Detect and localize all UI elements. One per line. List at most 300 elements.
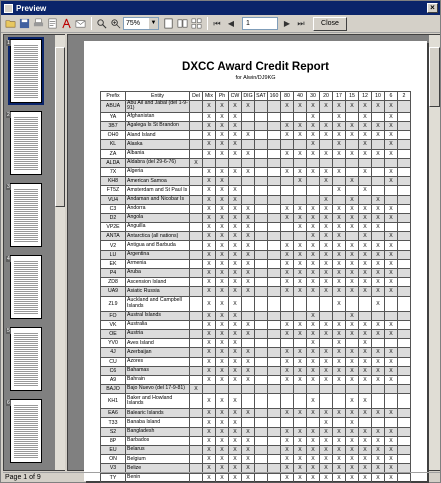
- credit-cell: [190, 296, 203, 311]
- credit-cell: X: [294, 436, 307, 445]
- page-thumbnail[interactable]: [7, 183, 42, 247]
- credit-cell: [268, 427, 281, 436]
- credit-cell: [294, 394, 307, 409]
- credit-cell: [255, 427, 268, 436]
- credit-cell: [346, 232, 359, 241]
- credit-cell: X: [281, 269, 294, 278]
- credit-cell: [203, 158, 216, 167]
- prefix-cell: ZA: [101, 149, 126, 158]
- email-icon[interactable]: [74, 18, 86, 30]
- prefix-cell: V3: [101, 464, 126, 473]
- credit-cell: X: [216, 446, 229, 455]
- prefix-cell: T33: [101, 418, 126, 427]
- credit-cell: [255, 329, 268, 338]
- credit-cell: [255, 195, 268, 204]
- page-thumbnail[interactable]: [7, 39, 42, 103]
- print-icon[interactable]: [32, 18, 44, 30]
- table-row: [101, 122, 411, 131]
- credit-cell: [294, 385, 307, 394]
- credit-cell: [398, 296, 411, 311]
- credit-cell: [281, 394, 294, 409]
- credit-cell: X: [320, 223, 333, 232]
- one-page-view-icon[interactable]: [162, 18, 174, 30]
- credit-cell: [294, 186, 307, 195]
- entity-cell: Barbados: [126, 436, 190, 445]
- credit-cell: [320, 140, 333, 149]
- credit-cell: X: [294, 375, 307, 384]
- credit-cell: [398, 140, 411, 149]
- credit-cell: [190, 357, 203, 366]
- credit-cell: X: [294, 278, 307, 287]
- credit-cell: X: [281, 320, 294, 329]
- credit-cell: [255, 348, 268, 357]
- prefix-cell: V2: [101, 241, 126, 250]
- credit-cell: X: [372, 241, 385, 250]
- credit-cell: X: [385, 320, 398, 329]
- first-page-icon[interactable]: ⏮: [213, 18, 221, 28]
- page-number-input[interactable]: 1: [242, 17, 278, 30]
- credit-cell: X: [320, 101, 333, 113]
- credit-cell: X: [190, 385, 203, 394]
- credit-cell: X: [346, 287, 359, 296]
- credit-cell: [216, 385, 229, 394]
- credit-cell: X: [242, 455, 255, 464]
- credit-cell: [398, 149, 411, 158]
- credit-cell: [333, 195, 346, 204]
- credit-cell: [255, 296, 268, 311]
- scrollbar-thumb[interactable]: [429, 47, 440, 107]
- credit-cell: X: [333, 112, 346, 121]
- credit-cell: X: [216, 140, 229, 149]
- credit-cell: X: [359, 394, 372, 409]
- credit-cell: X: [333, 436, 346, 445]
- previous-page-icon[interactable]: ◀: [227, 19, 235, 28]
- credit-cell: [294, 140, 307, 149]
- credit-cell: [281, 140, 294, 149]
- credit-cell: X: [346, 394, 359, 409]
- credit-cell: [255, 418, 268, 427]
- entity-cell: Algeria: [126, 167, 190, 176]
- credit-cell: X: [294, 241, 307, 250]
- credit-cell: [190, 455, 203, 464]
- credit-cell: [190, 329, 203, 338]
- credit-cell: X: [242, 329, 255, 338]
- credit-cell: [398, 339, 411, 348]
- credit-cell: X: [216, 149, 229, 158]
- prefix-cell: VU4: [101, 195, 126, 204]
- credit-cell: X: [372, 131, 385, 140]
- credit-cell: X: [359, 186, 372, 195]
- credit-cell: [320, 186, 333, 195]
- credit-cell: X: [242, 436, 255, 445]
- credit-cell: X: [203, 464, 216, 473]
- entity-cell: Angola: [126, 213, 190, 222]
- credit-cell: X: [229, 348, 242, 357]
- credit-cell: X: [333, 149, 346, 158]
- entity-cell: Afghanistan: [126, 112, 190, 121]
- credit-cell: X: [346, 311, 359, 320]
- credit-cell: [398, 259, 411, 268]
- credit-cell: [190, 278, 203, 287]
- credit-cell: X: [281, 348, 294, 357]
- credit-cell: X: [216, 241, 229, 250]
- credit-cell: [268, 232, 281, 241]
- thumbnail-preview: [14, 332, 38, 387]
- credit-cell: X: [385, 259, 398, 268]
- credit-cell: X: [294, 250, 307, 259]
- credit-cell: X: [333, 348, 346, 357]
- credit-cell: [320, 112, 333, 121]
- credit-cell: X: [385, 375, 398, 384]
- credit-cell: X: [294, 409, 307, 418]
- credit-cell: X: [229, 394, 242, 409]
- entity-cell: Antigua and Barbuda: [126, 241, 190, 250]
- credit-cell: X: [359, 446, 372, 455]
- prefix-cell: 3B7: [101, 122, 126, 131]
- table-row: [101, 409, 411, 418]
- column-header: 80: [281, 92, 294, 101]
- credit-cell: [268, 241, 281, 250]
- credit-cell: X: [216, 473, 229, 482]
- credit-cell: X: [281, 357, 294, 366]
- credit-cell: [268, 131, 281, 140]
- credit-cell: X: [203, 436, 216, 445]
- credit-cell: [216, 158, 229, 167]
- prefix-cell: FO: [101, 311, 126, 320]
- credit-cell: X: [229, 473, 242, 482]
- credit-cell: [294, 158, 307, 167]
- credit-cell: X: [359, 375, 372, 384]
- credit-cell: X: [307, 213, 320, 222]
- credit-cell: [398, 250, 411, 259]
- credit-cell: [398, 287, 411, 296]
- next-page-icon[interactable]: ▶: [283, 19, 291, 28]
- credit-cell: X: [242, 366, 255, 375]
- table-row: [101, 112, 411, 121]
- credit-cell: X: [203, 357, 216, 366]
- prefix-cell: ON: [101, 455, 126, 464]
- credit-cell: X: [216, 112, 229, 121]
- entity-cell: Australia: [126, 320, 190, 329]
- credit-cell: [281, 112, 294, 121]
- credit-cell: [242, 296, 255, 311]
- prefix-cell: A9: [101, 375, 126, 384]
- credit-cell: X: [229, 278, 242, 287]
- pdf-export-icon[interactable]: [60, 18, 72, 30]
- credit-cell: [307, 418, 320, 427]
- table-row: [101, 348, 411, 357]
- column-header: 160: [268, 92, 281, 101]
- prefix-cell: CU: [101, 357, 126, 366]
- prefix-cell: ABUA: [101, 101, 126, 113]
- credit-cell: X: [333, 131, 346, 140]
- credit-cell: [190, 112, 203, 121]
- credit-cell: X: [346, 204, 359, 213]
- credit-cell: [268, 394, 281, 409]
- credit-cell: [268, 287, 281, 296]
- credit-cell: [190, 186, 203, 195]
- credit-cell: X: [333, 223, 346, 232]
- credit-cell: X: [216, 296, 229, 311]
- credit-cell: X: [346, 320, 359, 329]
- credit-cell: X: [294, 427, 307, 436]
- close-button[interactable]: Close: [313, 17, 347, 31]
- credit-cell: X: [229, 320, 242, 329]
- search-icon[interactable]: [95, 18, 107, 30]
- credit-cell: [242, 177, 255, 186]
- credit-cell: X: [242, 213, 255, 222]
- table-row: [101, 140, 411, 149]
- credit-cell: [320, 311, 333, 320]
- credit-cell: [242, 140, 255, 149]
- credit-cell: [281, 296, 294, 311]
- credit-cell: [255, 409, 268, 418]
- page-thumbnail[interactable]: [7, 111, 42, 175]
- credit-cell: [190, 394, 203, 409]
- credit-cell: [398, 195, 411, 204]
- credit-cell: X: [281, 446, 294, 455]
- table-row: [101, 186, 411, 195]
- credit-cell: [398, 158, 411, 167]
- credit-cell: [255, 232, 268, 241]
- entity-cell: Agalega Is St Brandon: [126, 122, 190, 131]
- credit-cell: [255, 158, 268, 167]
- credit-cell: X: [346, 436, 359, 445]
- credit-cell: [346, 167, 359, 176]
- credit-cell: X: [203, 339, 216, 348]
- credit-cell: [294, 311, 307, 320]
- credit-cell: X: [320, 418, 333, 427]
- page-thumbnail[interactable]: [7, 327, 42, 391]
- credit-cell: X: [242, 269, 255, 278]
- credit-cell: [268, 140, 281, 149]
- credit-cell: [320, 394, 333, 409]
- credit-cell: X: [372, 464, 385, 473]
- credit-cell: X: [203, 186, 216, 195]
- credit-cell: X: [372, 329, 385, 338]
- credit-cell: X: [372, 473, 385, 482]
- two-page-view-icon[interactable]: [176, 18, 188, 30]
- credit-cell: X: [307, 101, 320, 113]
- credit-cell: [281, 195, 294, 204]
- credit-cell: X: [333, 473, 346, 482]
- credit-cell: [190, 232, 203, 241]
- credit-cell: X: [385, 436, 398, 445]
- credit-cell: [190, 427, 203, 436]
- credit-cell: [255, 446, 268, 455]
- credit-cell: [385, 385, 398, 394]
- credit-cell: [242, 112, 255, 121]
- app-icon: [4, 4, 13, 13]
- credit-cell: [294, 112, 307, 121]
- credit-cell: X: [359, 409, 372, 418]
- page-thumbnail[interactable]: [7, 399, 42, 463]
- credit-cell: X: [294, 269, 307, 278]
- credit-cell: [255, 259, 268, 268]
- credit-cell: X: [216, 409, 229, 418]
- column-header: Prefix: [101, 92, 126, 101]
- credit-cell: X: [216, 427, 229, 436]
- credit-cell: X: [307, 140, 320, 149]
- entity-cell: Aves Island: [126, 339, 190, 348]
- credit-cell: X: [307, 409, 320, 418]
- credit-cell: [255, 241, 268, 250]
- toolbar-separator: [91, 17, 92, 30]
- credit-cell: [398, 311, 411, 320]
- credit-cell: X: [359, 320, 372, 329]
- credit-cell: [255, 167, 268, 176]
- thumbnail-page-number: 4: [7, 256, 10, 262]
- credit-cell: X: [294, 357, 307, 366]
- credit-cell: [242, 195, 255, 204]
- table-row: [101, 385, 411, 394]
- credit-cell: X: [359, 241, 372, 250]
- credit-cell: X: [307, 446, 320, 455]
- credit-cell: X: [333, 278, 346, 287]
- credit-cell: [281, 418, 294, 427]
- credit-cell: X: [203, 204, 216, 213]
- column-header: 40: [294, 92, 307, 101]
- credit-cell: X: [203, 232, 216, 241]
- credit-cell: [190, 122, 203, 131]
- thumbnail-scrollbar[interactable]: [55, 35, 65, 470]
- credit-cell: [398, 366, 411, 375]
- credit-cell: X: [294, 204, 307, 213]
- credit-cell: X: [229, 186, 242, 195]
- zoom-select[interactable]: [123, 17, 159, 30]
- credit-cell: [398, 348, 411, 357]
- save-icon[interactable]: [18, 18, 30, 30]
- credit-cell: X: [385, 177, 398, 186]
- credit-cell: [398, 101, 411, 113]
- status-bar: Page 1 of 9: [3, 472, 440, 482]
- credit-cell: X: [203, 140, 216, 149]
- credit-cell: [190, 149, 203, 158]
- page-thumbnail[interactable]: [7, 255, 42, 319]
- credit-cell: X: [372, 250, 385, 259]
- credit-cell: [242, 311, 255, 320]
- credit-cell: [268, 186, 281, 195]
- credit-cell: [268, 418, 281, 427]
- credit-cell: [268, 278, 281, 287]
- scrollbar-thumb[interactable]: [55, 47, 65, 207]
- credit-cell: [229, 158, 242, 167]
- table-row: [101, 455, 411, 464]
- entity-cell: Andorra: [126, 204, 190, 213]
- credit-cell: X: [346, 278, 359, 287]
- credit-cell: X: [229, 357, 242, 366]
- credit-cell: X: [346, 149, 359, 158]
- credit-cell: X: [333, 287, 346, 296]
- credit-cell: X: [333, 259, 346, 268]
- credit-cell: X: [307, 122, 320, 131]
- zoom-in-icon[interactable]: [109, 18, 121, 30]
- credit-cell: X: [307, 287, 320, 296]
- credit-cell: [346, 186, 359, 195]
- credit-cell: [385, 195, 398, 204]
- credit-cell: X: [281, 149, 294, 158]
- credit-cell: X: [307, 427, 320, 436]
- credit-cell: [320, 296, 333, 311]
- credit-cell: [307, 177, 320, 186]
- last-page-icon[interactable]: ⏭: [297, 18, 305, 28]
- entity-cell: Belize: [126, 464, 190, 473]
- preview-scrollbar[interactable]: [429, 35, 440, 470]
- credit-cell: [190, 348, 203, 357]
- credit-cell: [255, 131, 268, 140]
- window-close-button[interactable]: ×: [427, 3, 438, 13]
- credit-cell: [229, 177, 242, 186]
- credit-cell: [398, 213, 411, 222]
- credit-cell: X: [294, 455, 307, 464]
- table-row: [101, 204, 411, 213]
- credit-cell: X: [320, 241, 333, 250]
- credit-cell: [307, 385, 320, 394]
- credit-cell: [190, 195, 203, 204]
- prefix-cell: ALDA: [101, 158, 126, 167]
- credit-cell: [320, 158, 333, 167]
- entity-cell: Benin: [126, 473, 190, 482]
- column-header: Mix: [203, 92, 216, 101]
- credit-cell: [268, 213, 281, 222]
- credit-cell: X: [346, 348, 359, 357]
- credit-cell: X: [203, 455, 216, 464]
- credit-cell: [333, 311, 346, 320]
- credit-cell: X: [281, 436, 294, 445]
- credit-cell: X: [281, 167, 294, 176]
- credit-cell: [268, 409, 281, 418]
- credit-cell: X: [320, 167, 333, 176]
- entity-cell: Asiatic Russia: [126, 287, 190, 296]
- table-row: [101, 427, 411, 436]
- credit-cell: X: [346, 131, 359, 140]
- credit-cell: X: [359, 101, 372, 113]
- credit-cell: X: [320, 473, 333, 482]
- credit-cell: [359, 385, 372, 394]
- multi-page-view-icon[interactable]: [190, 18, 202, 30]
- credit-cell: [190, 269, 203, 278]
- credit-cell: [398, 427, 411, 436]
- page-setup-icon[interactable]: [46, 18, 58, 30]
- credit-cell: X: [216, 167, 229, 176]
- column-header: Del: [190, 92, 203, 101]
- credit-cell: X: [294, 329, 307, 338]
- credit-cell: X: [203, 131, 216, 140]
- credit-cell: [242, 394, 255, 409]
- credit-cell: X: [229, 101, 242, 113]
- credit-cell: X: [281, 259, 294, 268]
- credit-cell: [255, 213, 268, 222]
- credit-cell: X: [203, 287, 216, 296]
- credit-cell: [190, 101, 203, 113]
- credit-cell: X: [229, 122, 242, 131]
- entity-cell: Alaska: [126, 140, 190, 149]
- credit-cell: [398, 223, 411, 232]
- column-header: 10: [372, 92, 385, 101]
- entity-cell: Aldabra (del 29-6-76): [126, 158, 190, 167]
- credit-cell: X: [242, 320, 255, 329]
- open-icon[interactable]: [4, 18, 16, 30]
- credit-cell: X: [203, 250, 216, 259]
- credit-cell: X: [307, 241, 320, 250]
- credit-cell: X: [372, 409, 385, 418]
- credit-cell: X: [385, 167, 398, 176]
- credit-cell: X: [216, 375, 229, 384]
- credit-cell: X: [203, 348, 216, 357]
- credit-cell: X: [346, 455, 359, 464]
- credit-cell: X: [294, 131, 307, 140]
- credit-cell: X: [229, 296, 242, 311]
